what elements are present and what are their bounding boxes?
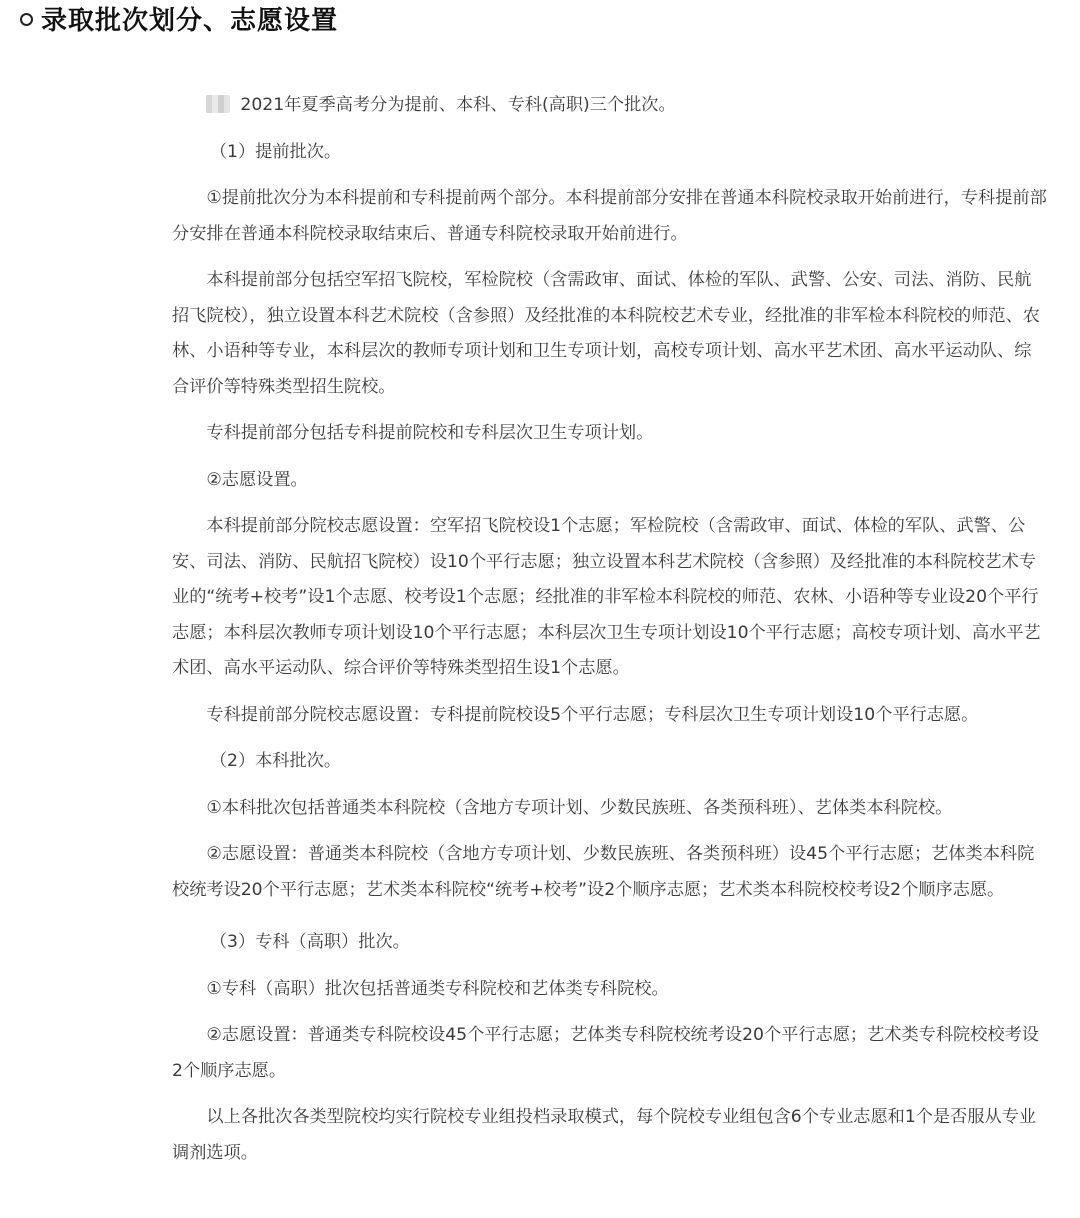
blurred-mark-icon [206,95,230,113]
paragraph-batch-2-title: （2）本科批次。 [209,751,342,771]
paragraph-summary: 以上各批次各类型院校均实行院校专业组投档录取模式，每个院校专业组包含6个专业志愿和1个是否服从专业调剂选项。 [172,1107,1037,1163]
paragraph-college-advance-wishes: 专科提前部分院校志愿设置：专科提前院校设5个平行志愿；专科层次卫生专项计划设10个平行志愿。 [206,704,979,725]
paragraph-batch-2-desc: ①本科批次包括普通类本科院校（含地方专项计划、少数民族班、各类预科班）、艺体类本科院校。 [206,797,953,818]
paragraph-batch-2-wishes: ②志愿设置：普通类本科院校（含地方专项计划、少数民族班、各类预科班）设45个平行志愿；艺体类本科院校统考设20个平行志愿；艺术类本科院校“统考+校考”设2个顺序志愿；艺术类本科院校校考设2个顺序志愿。 [172,844,1035,900]
paragraph-intro-text: 2021年夏季高考分为提前、本科、专科(高职)三个批次。 [240,95,676,115]
paragraph-batch-3-desc: ①专科（高职）批次包括普通类专科院校和艺体类专科院校。 [206,978,669,999]
paragraph-batch-3-wishes: ②志愿设置：普通类专科院校设45个平行志愿；艺体类专科院校统考设20个平行志愿；艺术类专科院校校考设2个顺序志愿。 [172,1025,1039,1081]
circle-bullet-icon [20,13,33,26]
paragraph-batch-1-desc: ①提前批次分为本科提前和专科提前两个部分。本科提前部分安排在普通本科院校录取开始前进行，专科提前部分安排在普通本科院校录取结束后、普通专科院校录取开始前进行。 [172,188,1047,244]
section-heading [20,0,338,36]
paragraph-college-advance: 专科提前部分包括专科提前院校和专科层次卫生专项计划。 [206,423,654,443]
paragraph-intro [172,88,1048,124]
paragraph-batch-3-title: （3）专科（高职）批次。 [209,932,410,952]
paragraph-undergrad-advance-wishes: 本科提前部分院校志愿设置：空军招飞院校设1个志愿；军检院校（含需政审、面试、体检的军队、武警、公安、司法、消防、民航招飞院校）设10个平行志愿；独立设置本科艺术院校（含参照）及经批准的本科院校艺术专业的“统考+校考”设1个志愿、校考设1个志愿；经批准的非军检本科院校的师范、农林、小语种等专业设20个平行志愿；本科层次教师专项计划设10个平行志愿；本科层次卫生专项计划设10个平行志愿；高校专项计划、高水平艺术团、高水平运动队、综合评价等特殊类型招生设1个志愿。 [172,516,1041,678]
paragraph-wish-setting-title: ②志愿设置。 [206,469,308,490]
paragraph-undergrad-advance: 本科提前部分包括空军招飞院校，军检院校（含需政审、面试、体检的军队、武警、公安、司法、消防、民航招飞院校），独立设置本科艺术院校（含参照）及经批准的本科院校艺术专业，经批准的非军检本科院校的师范、农林、小语种等专业，本科层次的教师专项计划和卫生专项计划，高校专项计划、高水平艺术团、高水平运动队、综合评价等特殊类型招生院校。 [172,270,1040,397]
paragraph-batch-1-title: （1）提前批次。 [209,141,342,162]
page-title: 录取批次划分、志愿设置 [41,5,339,36]
article-body [172,88,1048,1182]
